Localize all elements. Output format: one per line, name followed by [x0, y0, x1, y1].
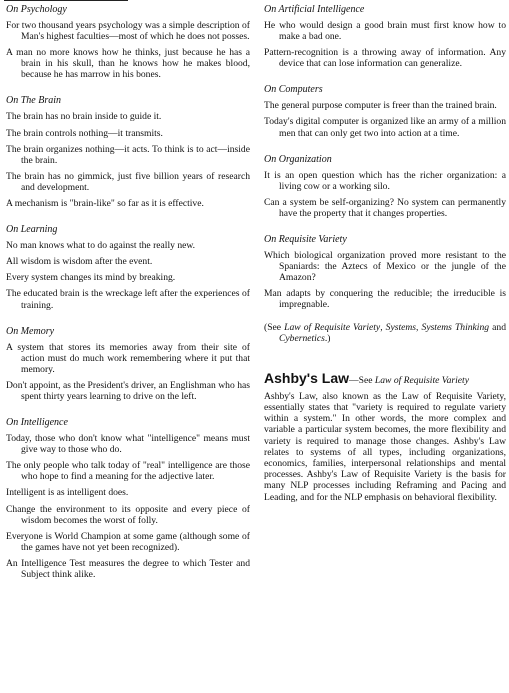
section-heading: On Artificial Intelligence — [264, 4, 365, 15]
section-on-requisite-variety — [264, 234, 506, 310]
section-on-organization — [264, 154, 506, 219]
section-on-the-brain — [6, 95, 250, 209]
quote-paragraph: Man adapts by conquering the reducible; the irreducible is impregnable. — [264, 288, 506, 311]
section-heading: On Intelligence — [6, 417, 68, 429]
quote-paragraph: The general purpose computer is freer than the trained brain. — [264, 100, 497, 112]
entry-title: Ashby's Law — [264, 369, 350, 386]
quote-paragraph: An Intelligence Test measures the degree to which Tester and Subject think alike. — [6, 557, 250, 580]
quote-paragraph: The brain has no brain inside to guide it. — [6, 111, 162, 123]
quote-paragraph: A man no more knows how he thinks, just because he has a brain in his skull, than he knows how he makes blood, because he has marrow in his bones. — [6, 47, 250, 81]
right-column — [264, 4, 506, 503]
section-on-artificial-intelligence — [264, 4, 506, 69]
section-heading: On Organization — [264, 153, 332, 165]
ashbys-law-entry — [264, 370, 506, 503]
quote-paragraph: A system that stores its memories away from their site of action must do much work remembering where it put that memory. — [6, 341, 250, 375]
section-on-memory — [6, 326, 250, 402]
quote-paragraph: The brain has no gimmick, just five billion years of research and development. — [6, 170, 250, 193]
quote-paragraph: The brain controls nothing—it transmits. — [6, 127, 163, 139]
entry-body: Ashby's Law, also known as the Law of Requisite Variety, essentially states that "variety is required to regulate variety within a system." In other words, the more complex and variable a particular system becomes, the more flexibility and variety is required to manage those changes. Ashby's Law relates to systems of all types, including organizations, economics, families, interpersonal relationships and mental processes. Ashby's Law of Requisite Variety is the basis for many NLP processes including Reframing and Pacing and Leading, and for the NLP emphasis on behavioral flexibility. — [264, 390, 506, 503]
section-heading: On Memory — [6, 325, 55, 337]
quote-paragraph: Which biological organization proved more resistant to the Spaniards: the Aztecs of Mexico or the jungle of the Amazon? — [264, 250, 506, 284]
quote-paragraph: Everyone is World Champion at some game (although some of the games have not yet been recognized). — [6, 530, 250, 553]
section-on-psychology — [6, 4, 250, 80]
entry-see-link: Law of Requisite Variety — [374, 374, 469, 386]
left-column — [6, 4, 250, 585]
top-rule — [4, 0, 128, 1]
quote-paragraph: Today, those who don't know what "intelligence" means must give way to those who do. — [6, 433, 250, 456]
right-quote-sections — [264, 4, 506, 311]
quote-paragraph: Pattern-recognition is a throwing away of information. Any device that can lose information can generalize. — [264, 47, 506, 70]
section-heading: On Learning — [6, 224, 58, 236]
quote-paragraph: Change the environment to its opposite and every piece of wisdom becomes the worst of folly. — [6, 503, 250, 526]
section-heading: On Requisite Variety — [264, 234, 347, 246]
section-on-learning — [6, 224, 250, 310]
quote-paragraph: The educated brain is the wreckage left after the experiences of training. — [6, 288, 250, 311]
quote-paragraph: Every system changes its mind by breaking. — [6, 272, 176, 284]
entry-heading — [264, 370, 506, 389]
quote-paragraph: Intelligent is as intelligent does. — [6, 487, 129, 499]
section-heading: On The Brain — [6, 95, 61, 107]
quote-paragraph: Can a system be self-organizing? No system can permanently have the property that it changes properties. — [264, 196, 506, 219]
quote-paragraph: The brain organizes nothing—it acts. To think is to act—inside the brain. — [6, 143, 250, 166]
quote-paragraph: A mechanism is "brain-like" so far as it is effective. — [6, 198, 204, 210]
entry-see-prefix: —See — [349, 374, 375, 386]
quote-paragraph: He who would design a good brain must first know how to make a bad one. — [264, 20, 506, 43]
section-heading: On Computers — [264, 84, 323, 96]
section-heading: On Psychology — [6, 4, 67, 15]
section-on-computers — [264, 84, 506, 138]
quote-paragraph: Don't appoint, as the President's driver, an Englishman who has spent thirty years learning to drive on the left. — [6, 379, 250, 402]
quote-paragraph: Today's digital computer is organized like an army of a million men that can only get two into action at a time. — [264, 116, 506, 139]
quote-paragraph: No man knows what to do against the really new. — [6, 240, 196, 252]
see-also-reference: (See Law of Requisite Variety, Systems, Systems Thinking and Cybernetics.) — [264, 321, 506, 344]
quote-paragraph: The only people who talk today of "real" intelligence are those who hope to find a meaning for the adjective later. — [6, 460, 250, 483]
quote-paragraph: It is an open question which has the richer organization: a living cow or a working silo. — [264, 169, 506, 192]
quote-paragraph: All wisdom is wisdom after the event. — [6, 256, 153, 268]
section-on-intelligence — [6, 417, 250, 580]
quote-paragraph: For two thousand years psychology was a simple description of Man's highest faculties—most of which he does not posses. — [6, 20, 250, 43]
